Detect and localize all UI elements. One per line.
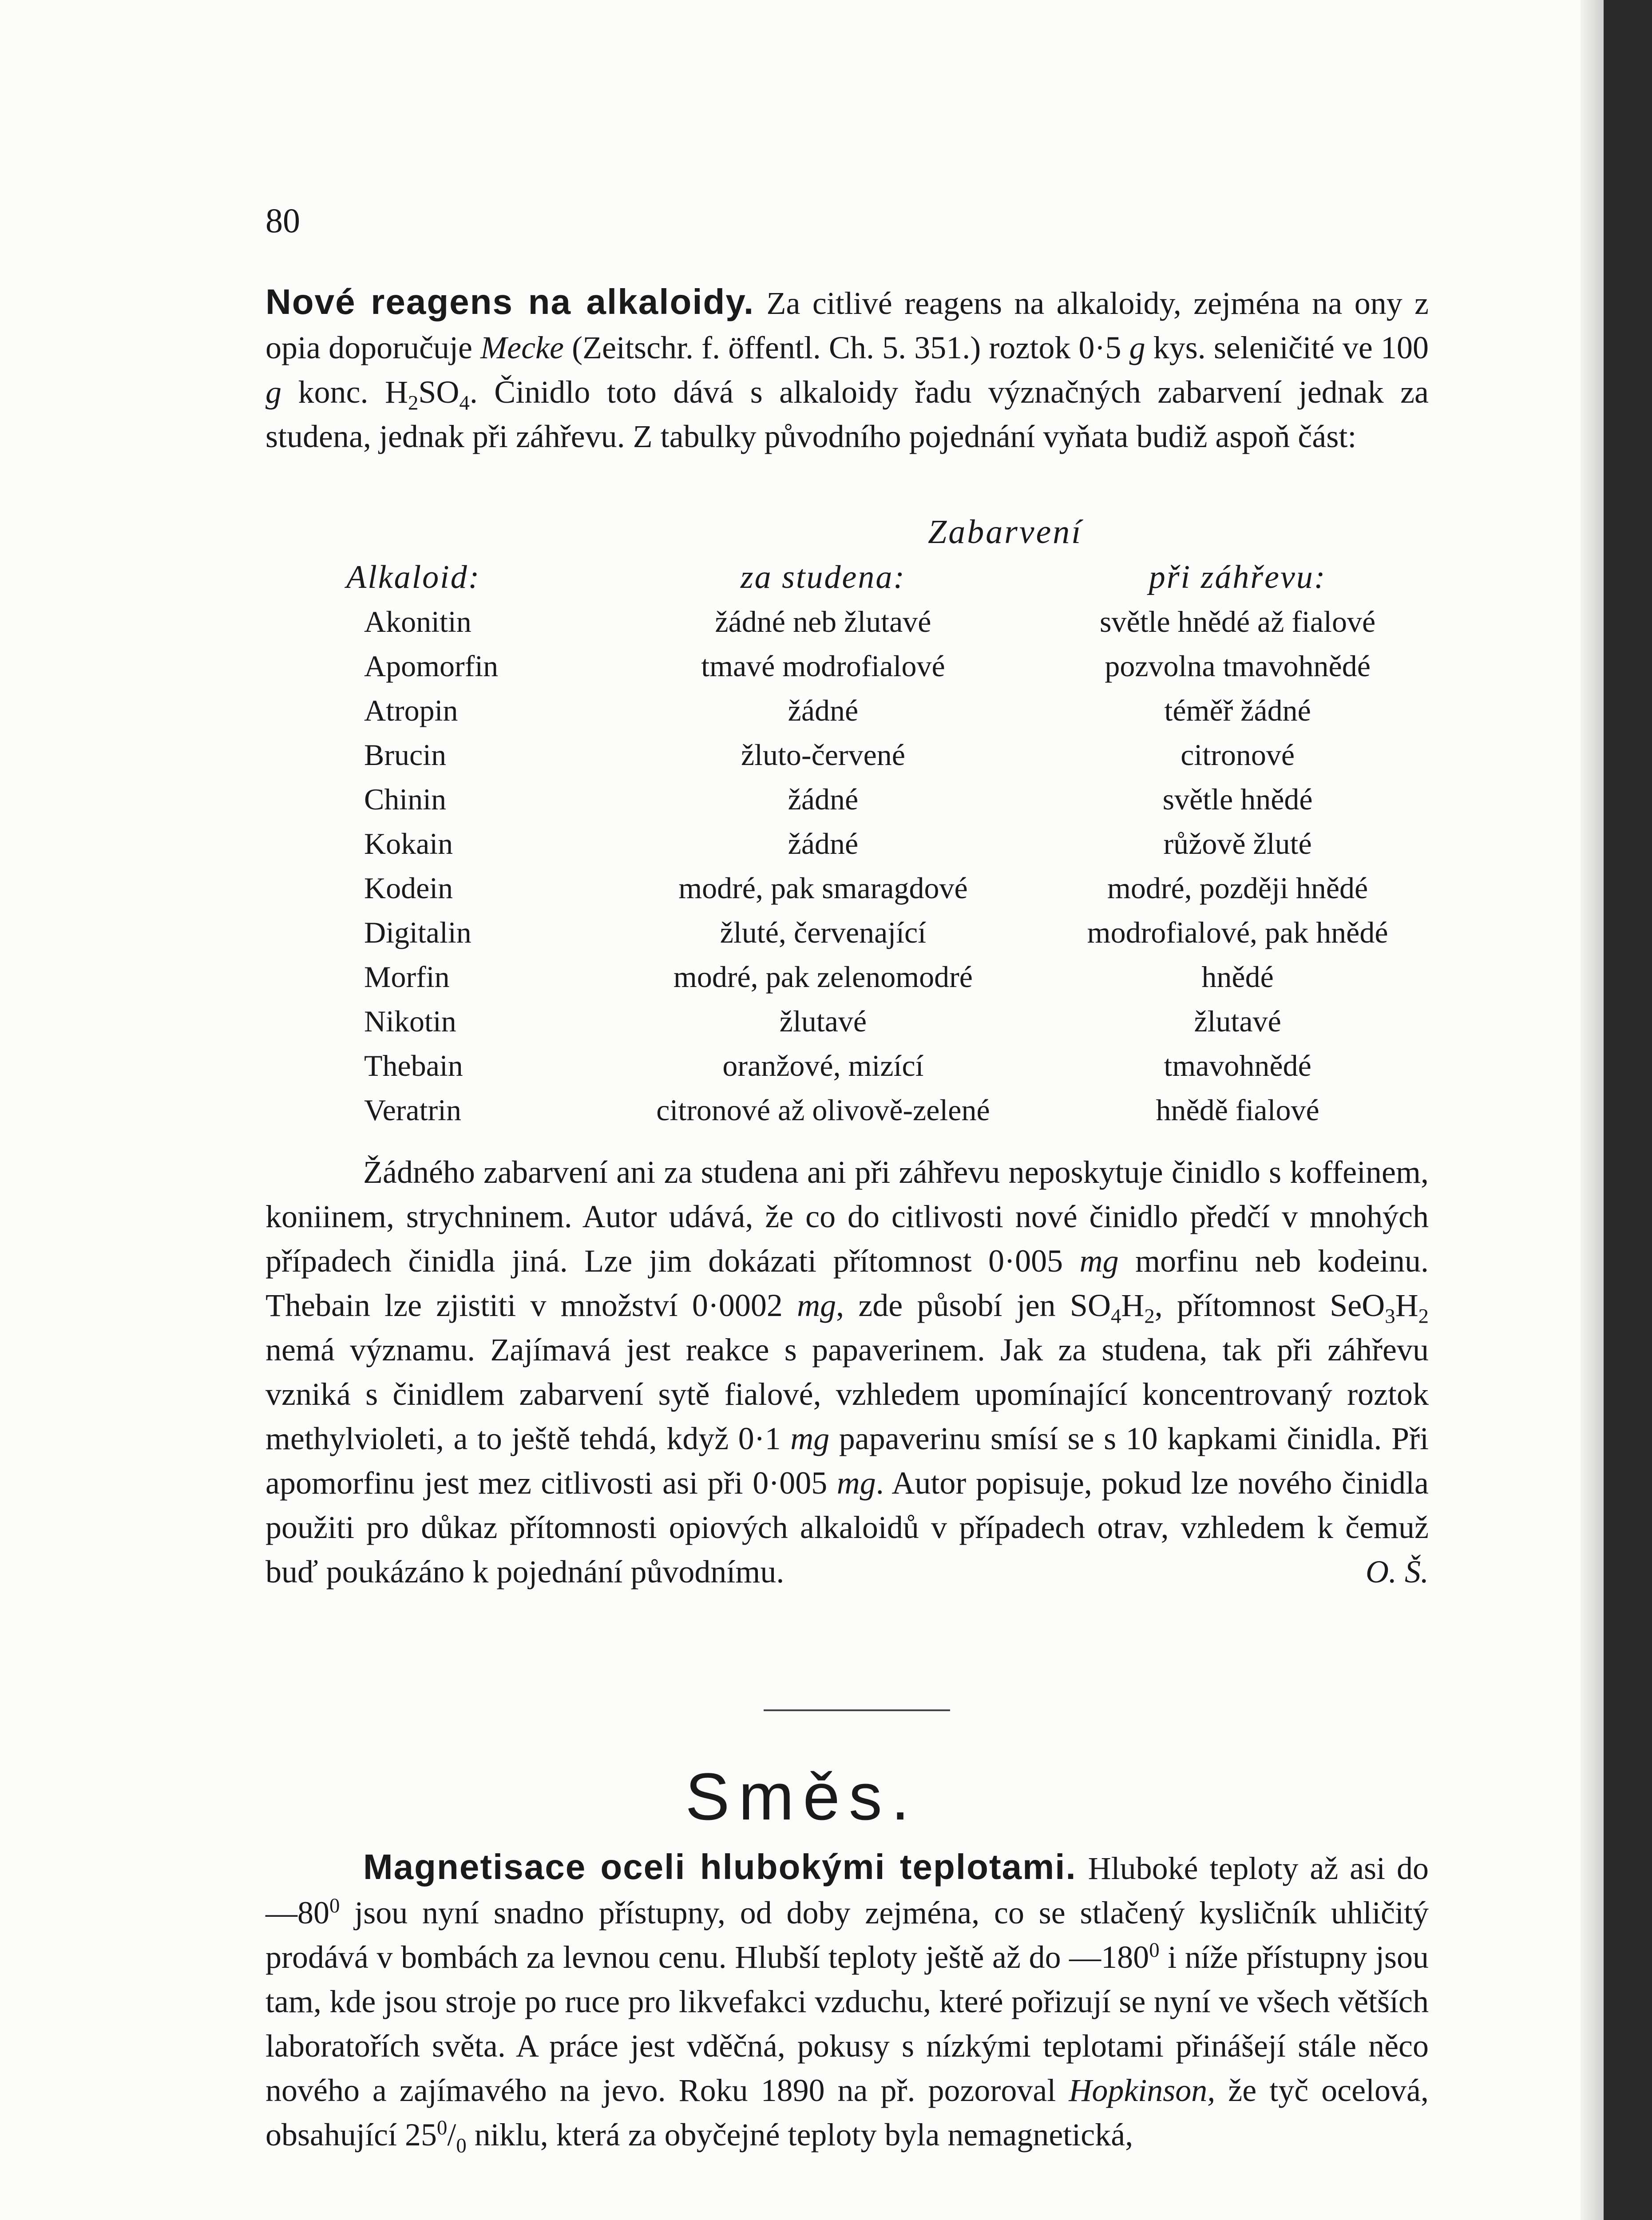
table-cell: Digitalin bbox=[364, 915, 471, 949]
scan-edge bbox=[1581, 0, 1604, 2220]
degree-sign: 0 bbox=[1149, 1939, 1160, 1962]
table-cell: žádné bbox=[788, 826, 859, 860]
table-cell: světle hnědé až fialové bbox=[1100, 604, 1376, 638]
table-row bbox=[346, 1043, 1438, 1088]
section-divider bbox=[764, 1709, 950, 1711]
text-run: Hluboké teploty až asi do —80 bbox=[265, 1851, 1429, 1931]
table-cell: téměř žádné bbox=[1164, 693, 1311, 727]
table-cell: Apomorfin bbox=[364, 649, 499, 683]
text-run: Za citlivé reagens na alkaloidy, zejména na ony z opia doporučuje bbox=[265, 285, 1429, 365]
subscript: 3 bbox=[1385, 1304, 1395, 1328]
article-alkaloids-body bbox=[265, 1150, 1429, 1594]
unit: g bbox=[265, 374, 281, 410]
section-title: Směs. bbox=[685, 1759, 919, 1834]
table-group-heading: Zabarvení bbox=[928, 513, 1083, 551]
text-run: . Činidlo toto dává s alkaloidy řadu význačných zabarvení jednak za studena, jednak při záhřevu. Z tabulky původního pojednání vyňata budiž aspoň část: bbox=[265, 374, 1429, 454]
table-cell: Veratrin bbox=[364, 1093, 462, 1127]
text-run: , zde působí jen SO bbox=[836, 1288, 1111, 1323]
percent-slash: / bbox=[447, 2117, 456, 2153]
text-run: kys. seleničité ve 100 bbox=[1153, 330, 1429, 365]
text-run: i níže přístupny jsou tam, kde jsou stroje po ruce pro likvefakci vzduchu, které pořizují se nyní ve všech větších laboratořích světa. A práce jest vděčná, pokusy s nízkými teplotami přinášejí stále něco nového a zajímavého na jevo. Roku 1890 na př. pozoroval bbox=[265, 1939, 1429, 2108]
unit: g bbox=[1129, 330, 1145, 365]
column-header: při záhřevu: bbox=[1149, 559, 1327, 595]
table-row bbox=[346, 733, 1438, 777]
table-cell: žádné bbox=[788, 693, 859, 727]
table-cell: Kokain bbox=[364, 826, 453, 860]
text-run: H bbox=[1395, 1288, 1418, 1323]
table-row bbox=[346, 777, 1438, 821]
person-name: Hopkinson, bbox=[1069, 2073, 1216, 2108]
table-cell: citronové bbox=[1181, 737, 1295, 772]
table-row bbox=[346, 644, 1438, 688]
table-cell: Kodein bbox=[364, 871, 453, 905]
text-run: morfinu neb kodeinu. Thebain lze zjistiti v množství 0·0002 bbox=[265, 1243, 1429, 1323]
table-row bbox=[346, 910, 1438, 955]
table-cell: modré, pak smaragdové bbox=[678, 871, 968, 905]
text-run: papaverinu smísí se s 10 kapkami činidla. Při apomorfinu jest mez citlivosti asi při 0·005 bbox=[265, 1421, 1429, 1501]
column-header: za studena: bbox=[740, 559, 906, 595]
table-header-row bbox=[346, 555, 1438, 599]
text-run: (Zeitschr. f. öffentl. Ch. 5. 351.) roztok 0·5 bbox=[572, 330, 1121, 365]
table-cell: žádné neb žlutavé bbox=[715, 604, 931, 638]
table-cell: tmavohnědé bbox=[1164, 1048, 1311, 1082]
text-run: konc. H bbox=[298, 374, 408, 410]
table-row bbox=[346, 821, 1438, 866]
subscript: 2 bbox=[408, 391, 419, 415]
table-cell: Atropin bbox=[364, 693, 458, 727]
column-header: Alkaloid: bbox=[346, 559, 481, 595]
table-cell: tmavé modrofialové bbox=[701, 649, 945, 683]
text-run: niklu, která za obyčejné teploty byla nemagnetická, bbox=[474, 2117, 1133, 2153]
percent-sup: 0 bbox=[436, 2116, 448, 2139]
table-cell: oranžové, mizící bbox=[722, 1048, 924, 1082]
table-row bbox=[346, 688, 1438, 733]
unit: mg bbox=[1079, 1243, 1119, 1279]
text-run: H bbox=[1121, 1288, 1145, 1323]
text-run: . Autor popisuje, pokud lze nového činidla použiti pro důkaz přítomnosti opiových alkaloidů v případech otrav, vzhledem k čemuž buď poukázáno k pojednání původnímu. bbox=[265, 1465, 1429, 1590]
subscript: 4 bbox=[1110, 1304, 1121, 1328]
table-cell: hnědé bbox=[1201, 959, 1274, 994]
table-cell: žlutavé bbox=[779, 1004, 867, 1038]
table-cell: žádné bbox=[788, 782, 859, 816]
subscript: 4 bbox=[459, 391, 470, 415]
page-number: 80 bbox=[265, 201, 300, 240]
text-run: jsou nyní snadno přístupny, od doby zejména, co se stlačený kysličník uhličitý prodává v bombách za levnou cenu. Hlubší teploty ještě až do —180 bbox=[265, 1895, 1429, 1975]
subscript: 2 bbox=[1418, 1304, 1429, 1328]
alkaloid-table bbox=[346, 555, 1438, 1132]
table-cell: hnědě fialové bbox=[1156, 1093, 1319, 1127]
degree-sign: 0 bbox=[329, 1894, 340, 1917]
table-row bbox=[346, 1088, 1438, 1132]
table-row bbox=[346, 866, 1438, 910]
table-cell: žluté, červenající bbox=[720, 915, 927, 949]
signature: O. Š. bbox=[1366, 1554, 1429, 1590]
text-run: že tyč ocelová, obsahující 25 bbox=[265, 2073, 1429, 2153]
text-run: , přítomnost SeO bbox=[1154, 1288, 1385, 1323]
unit: mg bbox=[790, 1421, 830, 1456]
table-cell: modrofialové, pak hnědé bbox=[1087, 915, 1388, 949]
table-cell: modré, později hnědé bbox=[1107, 871, 1368, 905]
table-cell: žluto-červené bbox=[741, 737, 905, 772]
table-cell: růžově žluté bbox=[1163, 826, 1312, 860]
table-row bbox=[346, 599, 1438, 644]
table-cell: Akonitin bbox=[364, 604, 471, 638]
unit: mg bbox=[797, 1288, 836, 1323]
table-cell: modré, pak zelenomodré bbox=[673, 959, 973, 994]
table-cell: světle hnědé bbox=[1162, 782, 1313, 816]
table-cell: žlutavé bbox=[1194, 1004, 1281, 1038]
article-heading: Magnetisace oceli hlubokými teplotami. bbox=[363, 1847, 1077, 1887]
percent-sub: 0 bbox=[456, 2134, 467, 2157]
table-cell: Nikotin bbox=[364, 1004, 456, 1038]
text-run: SO bbox=[418, 374, 460, 410]
text-run: nemá významu. Zajímavá jest reakce s papaverinem. Jak za studena, tak při záhřevu vzniká s činidlem zabarvení sytě fialové, vzhledem upomínající koncentrovaný roztok methylvioleti, a to ještě tehdá, když 0·1 bbox=[265, 1332, 1429, 1456]
table-cell: pozvolna tmavohnědé bbox=[1105, 649, 1371, 683]
subscript: 2 bbox=[1144, 1304, 1155, 1328]
table-cell: Morfin bbox=[364, 959, 450, 994]
text-run: Žádného zabarvení ani za studena ani při záhřevu neposkytuje činidlo s koffeinem, koniinem, strychninem. Autor udává, že co do citlivosti nové činidlo předčí v mnohých případech činidla jiná. Lze jim dokázati přítomnost 0·005 bbox=[265, 1154, 1429, 1279]
table-cell: Thebain bbox=[364, 1048, 463, 1082]
table-cell: Chinin bbox=[364, 782, 447, 816]
article-heading: Nové reagens na alkaloidy. bbox=[265, 282, 755, 321]
table-row bbox=[346, 955, 1438, 999]
author-name: Mecke bbox=[480, 330, 564, 365]
table-row bbox=[346, 999, 1438, 1043]
table-cell: Brucin bbox=[364, 737, 447, 772]
article-alkaloids-intro bbox=[265, 280, 1429, 459]
article-magnetisation bbox=[265, 1845, 1429, 2157]
table-cell: citronové až olivově-zelené bbox=[656, 1093, 990, 1127]
unit: mg bbox=[836, 1465, 876, 1501]
